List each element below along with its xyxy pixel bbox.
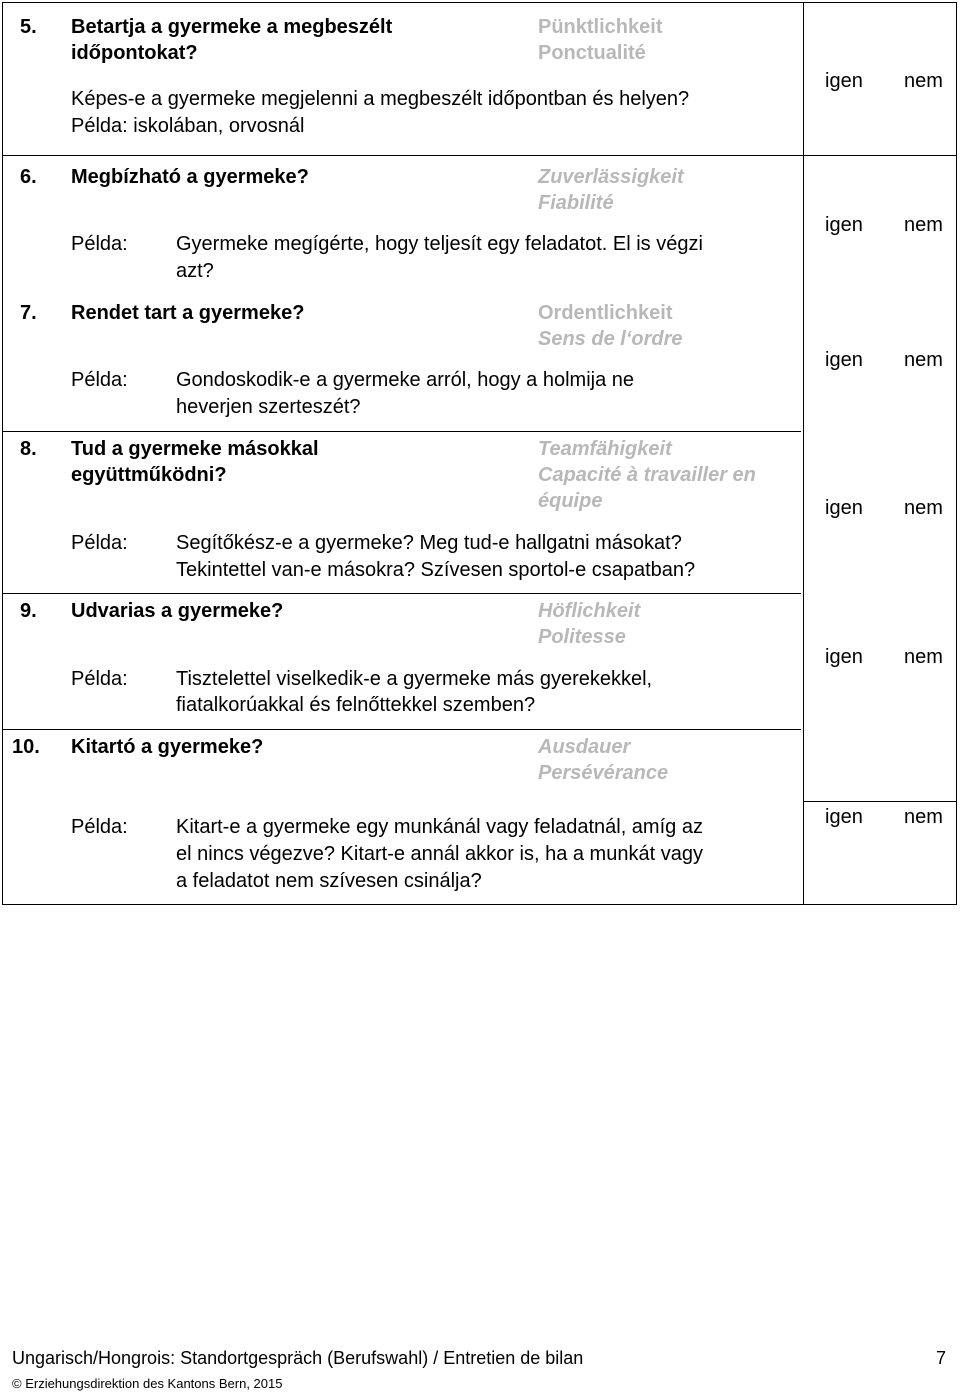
answer-yes[interactable]: igen — [825, 806, 863, 828]
detail-line: Tisztelettel viselkedik-e a gyermeke más gyerekekkel, — [176, 668, 653, 690]
item-number: 6. — [20, 166, 37, 188]
item-number: 9. — [20, 600, 37, 622]
row-divider — [3, 729, 801, 730]
row-divider — [3, 431, 801, 432]
keyword-french: Sens de l‘ordre — [538, 328, 683, 350]
footer-title: Ungarisch/Hongrois: Standortgespräch (Berufswahl) / Entretien de bilan — [12, 1348, 584, 1368]
detail-line: a feladatot nem szívesen csinálja? — [176, 870, 482, 892]
detail-line: Képes-e a gyermeke megjelenni a megbeszélt időpontban és helyen? — [71, 88, 690, 110]
question-line: együttműködni? — [71, 464, 227, 486]
example-label: Példa: — [71, 233, 128, 255]
question-line: Kitartó a gyermeke? — [71, 736, 264, 758]
detail-line: Segítőkész-e a gyermeke? Meg tud-e hallgatni másokat? — [176, 532, 682, 554]
detail-line: el nincs végezve? Kitart-e annál akkor is, ha a munkát vagy — [176, 843, 703, 865]
keyword-french: Persévérance — [538, 762, 669, 784]
item-number: 7. — [20, 302, 37, 324]
example-label: Példa: — [71, 816, 128, 838]
answer-yes[interactable]: igen — [825, 70, 863, 92]
keyword-french: équipe — [538, 490, 603, 512]
answer-yes[interactable]: igen — [825, 497, 863, 519]
question-line: időpontokat? — [71, 42, 198, 64]
copyright-notice: © Erziehungsdirektion des Kantons Bern, 2015 — [12, 1376, 283, 1391]
detail-line: Gondoskodik-e a gyermeke arról, hogy a holmija ne — [176, 369, 635, 391]
keyword-french: Politesse — [538, 626, 626, 648]
detail-line: fiatalkorúakkal és felnőttekkel szemben? — [176, 694, 536, 716]
detail-line: Példa: iskolában, orvosnál — [71, 115, 305, 137]
question-line: Megbízható a gyermeke? — [71, 166, 309, 188]
keyword-german: Pünktlichkeit — [538, 16, 663, 38]
question-line: Tud a gyermeke másokkal — [71, 438, 319, 460]
detail-line: Tekintettel van-e másokra? Szívesen sportol-e csapatban? — [176, 559, 696, 581]
answer-yes[interactable]: igen — [825, 646, 863, 668]
keyword-french: Capacité à travailler en — [538, 464, 756, 486]
example-label: Példa: — [71, 532, 128, 554]
keyword-french: Ponctualité — [538, 42, 646, 64]
answer-no[interactable]: nem — [904, 349, 943, 371]
example-label: Példa: — [71, 668, 128, 690]
detail-line: Kitart-e a gyermeke egy munkánál vagy feladatnál, amíg az — [176, 816, 703, 838]
column-divider — [803, 3, 804, 904]
detail-line: heverjen szerteszét? — [176, 396, 361, 418]
question-line: Betartja a gyermeke a megbeszélt — [71, 16, 393, 38]
keyword-french: Fiabilité — [538, 192, 614, 214]
detail-line: azt? — [176, 260, 214, 282]
question-line: Rendet tart a gyermeke? — [71, 302, 305, 324]
item-number: 8. — [20, 438, 37, 460]
answer-no[interactable]: nem — [904, 806, 943, 828]
item-number: 10. — [12, 736, 40, 758]
item-number: 5. — [20, 16, 37, 38]
page-number: 7 — [936, 1348, 947, 1368]
keyword-german: Höflichkeit — [538, 600, 641, 622]
keyword-german: Zuverlässigkeit — [538, 166, 684, 188]
row-divider — [803, 801, 956, 802]
answer-yes[interactable]: igen — [825, 349, 863, 371]
answer-no[interactable]: nem — [904, 646, 943, 668]
answer-no[interactable]: nem — [904, 70, 943, 92]
question-line: Udvarias a gyermeke? — [71, 600, 284, 622]
keyword-german: Ausdauer — [538, 736, 631, 758]
row-divider — [3, 593, 801, 594]
example-label: Példa: — [71, 369, 128, 391]
answer-yes[interactable]: igen — [825, 214, 863, 236]
answer-no[interactable]: nem — [904, 497, 943, 519]
detail-line: Gyermeke megígérte, hogy teljesít egy feladatot. El is végzi — [176, 233, 703, 255]
keyword-german: Teamfähigkeit — [538, 438, 672, 460]
row-divider — [3, 155, 956, 156]
keyword-german: Ordentlichkeit — [538, 302, 673, 324]
answer-no[interactable]: nem — [904, 214, 943, 236]
